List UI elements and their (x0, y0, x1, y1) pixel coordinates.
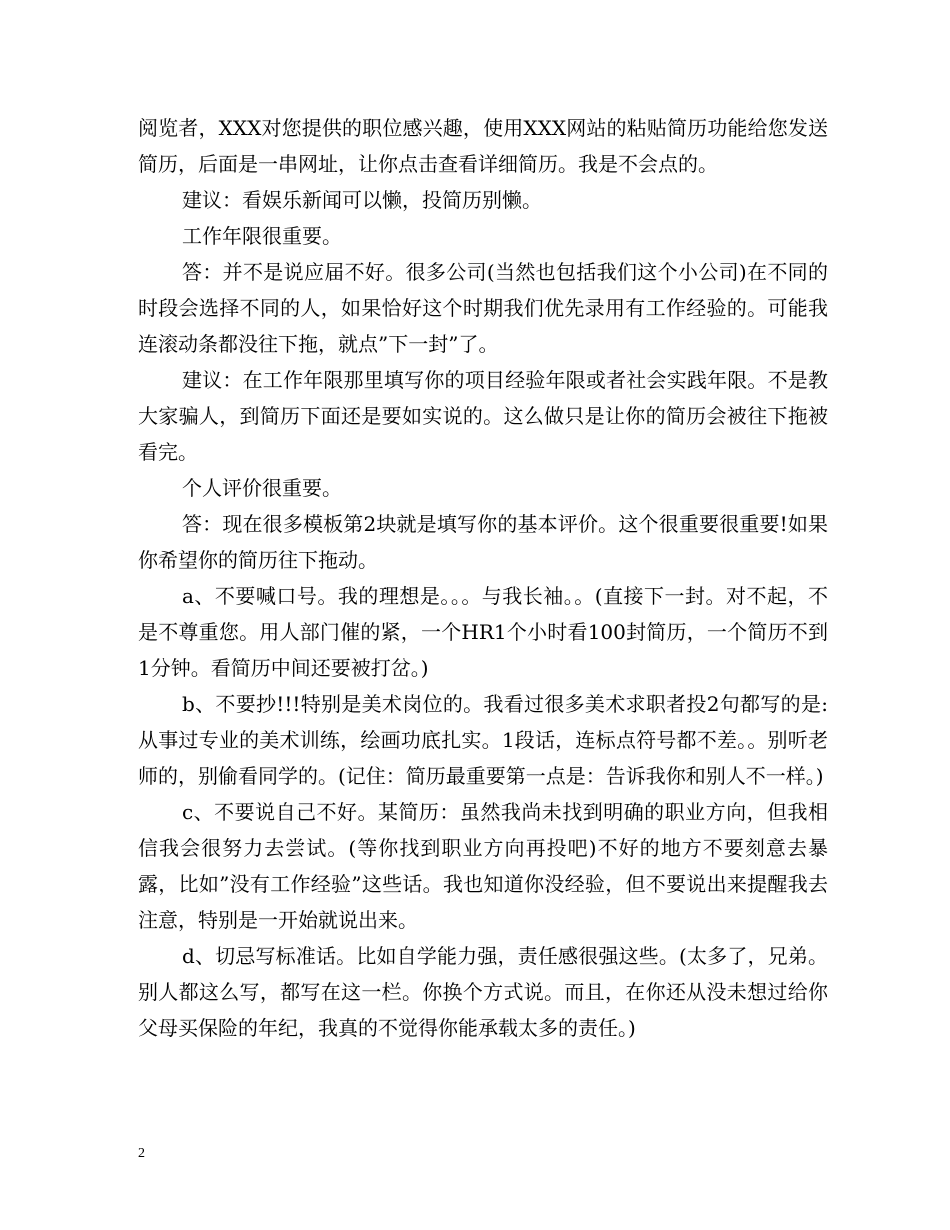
paragraph: 答：现在很多模板第2块就是填写你的基本评价。这个很重要很重要!如果你希望你的简历往下拖动。 (138, 512, 828, 572)
paragraph: 个人评价很重要。 (182, 476, 342, 500)
paragraph: b、不要抄!!!特别是美术岗位的。我看过很多美术求职者投2句都写的是:从事过专业的美术训练，绘画功底扎实。1段话，连标点符号都不差。。别听老师的，别偷看同学的。(记住：简历最重要第一点是：告诉我你和别人不一样。) (138, 692, 828, 788)
paragraph: 工作年限很重要。 (182, 224, 342, 248)
paragraph: a、不要喊口号。我的理想是。。。与我长袖。。(直接下一封。对不起，不是不尊重您。用人部门催的紧，一个HR1个小时看100封简历，一个简历不到1分钟。看简历中间还要被打岔。) (138, 584, 828, 680)
paragraph: 答：并不是说应届不好。很多公司(当然也包括我们这个小公司)在不同的时段会选择不同的人，如果恰好这个时期我们优先录用有工作经验的。可能我连滚动条都没往下拖，就点”下一封”了。 (138, 260, 828, 356)
paragraph: c、不要说自己不好。某简历：虽然我尚未找到明确的职业方向，但我相信我会很努力去尝试。(等你找到职业方向再投吧)不好的地方不要刻意去暴露，比如”没有工作经验”这些话。我也知道你没经验，但不要说出来提醒我去注意，特别是一开始就说出来。 (138, 800, 828, 932)
paragraph: d、切忌写标准话。比如自学能力强，责任感很强这些。(太多了，兄弟。别人都这么写，都写在这一栏。你换个方式说。而且，在你还从没未想过给你父母买保险的年纪，我真的不觉得你能承载太多的责任。) (138, 944, 828, 1040)
page-number: 2 (138, 1146, 145, 1161)
paragraph: 建议：看娱乐新闻可以懒，投简历别懒。 (182, 188, 542, 212)
paragraph: 建议：在工作年限那里填写你的项目经验年限或者社会实践年限。不是教大家骗人，到简历下面还是要如实说的。这么做只是让你的简历会被往下拖被看完。 (138, 368, 828, 464)
paragraph: 阅览者，XXX对您提供的职位感兴趣，使用XXX网站的粘贴简历功能给您发送简历，后面是一串网址，让你点击查看详细简历。我是不会点的。 (138, 116, 828, 176)
body-text (138, 110, 828, 1046)
